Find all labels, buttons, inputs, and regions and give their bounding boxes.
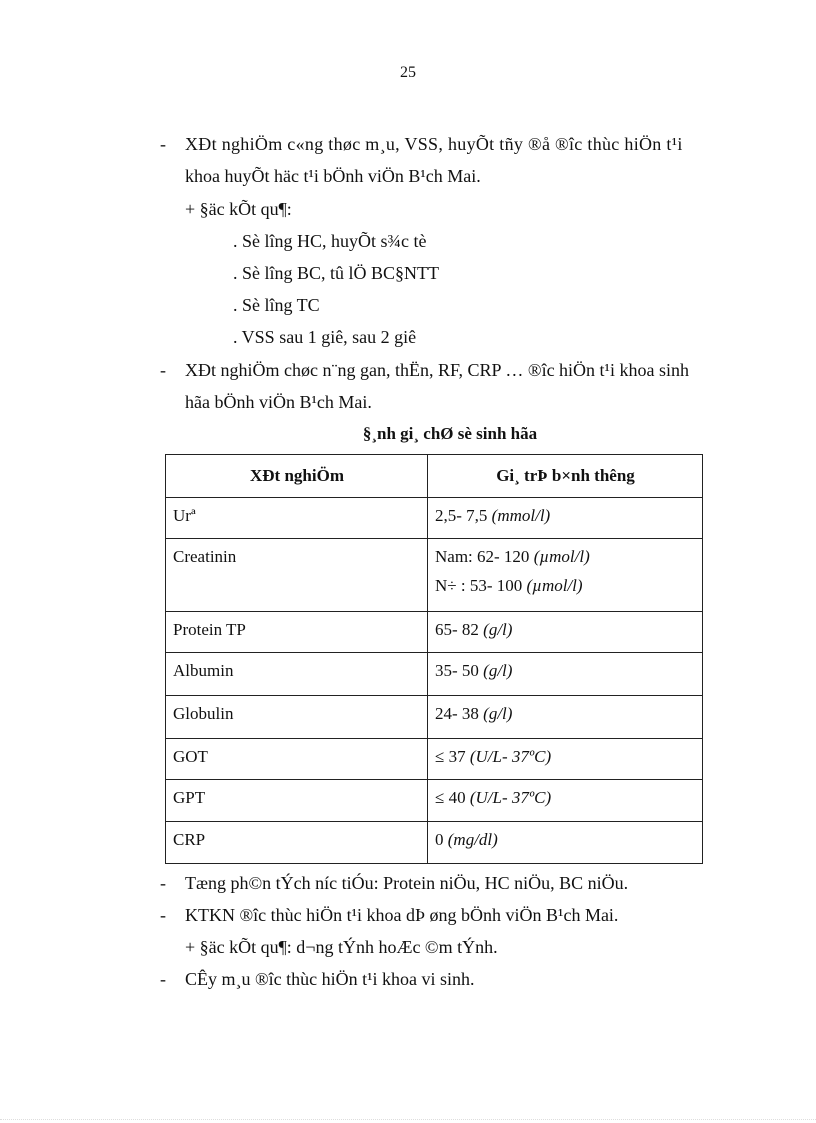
test-name: Protein TP	[166, 612, 428, 653]
page-bottom-rule	[0, 1119, 816, 1120]
table-row	[166, 696, 703, 739]
normal-value-cell	[428, 780, 703, 822]
normal-value-cell	[428, 653, 703, 696]
test-name: GPT	[166, 780, 428, 822]
paragraph-line: KTKN ®îc thùc hiÖn t¹i khoa dÞ øng bÖnh viÖn B¹ch Mai.	[185, 905, 619, 925]
value-line-2	[435, 576, 696, 596]
list-item: . Sè lîng BC, tû lÖ BC§NTT	[233, 263, 440, 283]
unit: (µmol/l)	[533, 547, 590, 566]
normal-value-cell	[428, 498, 703, 539]
unit: (g/l)	[483, 661, 513, 680]
value: N÷ : 53- 100	[435, 576, 523, 595]
page-number: 25	[400, 64, 416, 81]
table-row	[166, 739, 703, 780]
unit: (g/l)	[483, 704, 513, 723]
value: 2,5- 7,5	[435, 506, 488, 525]
list-item: . Sè lîng HC, huyÕt s¾c tè	[233, 231, 427, 251]
unit: (U/L- 37ºC)	[469, 747, 552, 766]
unit: (mmol/l)	[491, 506, 551, 525]
value: 65- 82	[435, 620, 479, 639]
value: ≤ 40	[435, 788, 466, 807]
bullet-dash: -	[160, 134, 166, 154]
test-name: Urª	[166, 498, 428, 539]
unit: (g/l)	[483, 620, 513, 639]
value: 35- 50	[435, 661, 479, 680]
normal-value-cell	[428, 739, 703, 780]
paragraph-line: hãa bÖnh viÖn B¹ch Mai.	[185, 392, 372, 412]
value: Nam: 62- 120	[435, 547, 530, 566]
column-header-normal-value: Gi¸ trÞ b×nh thêng	[428, 455, 703, 498]
bullet-dash: -	[160, 360, 166, 380]
table-row	[166, 780, 703, 822]
paragraph-line: khoa huyÕt häc t¹i bÖnh viÖn B¹ch Mai.	[185, 166, 481, 186]
value: 24- 38	[435, 704, 479, 723]
normal-value-cell	[428, 696, 703, 739]
paragraph-line: CÊy m¸u ®îc thùc hiÖn t¹i khoa vi sinh.	[185, 969, 475, 989]
table-caption: §¸nh gi¸ chØ sè sinh hãa	[362, 424, 538, 443]
paragraph-line: XÐt nghiÖm c«ng thøc m¸u, VSS, huyÕt tñy ®å ®îc thùc hiÖn t¹i	[185, 134, 683, 154]
unit: (µmol/l)	[526, 576, 583, 595]
test-name: Creatinin	[166, 539, 428, 612]
normal-value-cell	[428, 539, 703, 612]
bullet-dash: -	[160, 969, 166, 989]
list-item: . VSS sau 1 giê, sau 2 giê	[233, 327, 417, 347]
column-header-test: XÐt nghiÖm	[166, 455, 428, 498]
value: 0	[435, 830, 444, 849]
test-name: Globulin	[166, 696, 428, 739]
unit: (U/L- 37ºC)	[469, 788, 552, 807]
bullet-dash: -	[160, 905, 166, 925]
table-row	[166, 822, 703, 864]
table-row	[166, 498, 703, 539]
table-row	[166, 539, 703, 612]
results-label: + §äc kÕt qu¶: d¬ng tÝnh hoÆc ©m tÝnh.	[185, 937, 498, 957]
normal-value-cell	[428, 822, 703, 864]
test-name: CRP	[166, 822, 428, 864]
table-row	[166, 653, 703, 696]
table-header-row	[166, 455, 703, 498]
test-name: GOT	[166, 739, 428, 780]
value: ≤ 37	[435, 747, 466, 766]
paragraph-line: XÐt nghiÖm chøc n¨ng gan, thËn, RF, CRP … ®îc hiÖn t¹i khoa sinh	[185, 360, 689, 380]
paragraph-line: Tæng ph©n tÝch níc tiÓu: Protein niÖu, HC niÖu, BC niÖu.	[185, 873, 629, 893]
bullet-dash: -	[160, 873, 166, 893]
test-name: Albumin	[166, 653, 428, 696]
lab-values-table	[165, 454, 703, 864]
normal-value-cell	[428, 612, 703, 653]
list-item: . Sè lîng TC	[233, 295, 320, 315]
unit: (mg/dl)	[447, 830, 498, 849]
table-row	[166, 612, 703, 653]
results-label: + §äc kÕt qu¶:	[185, 199, 292, 219]
